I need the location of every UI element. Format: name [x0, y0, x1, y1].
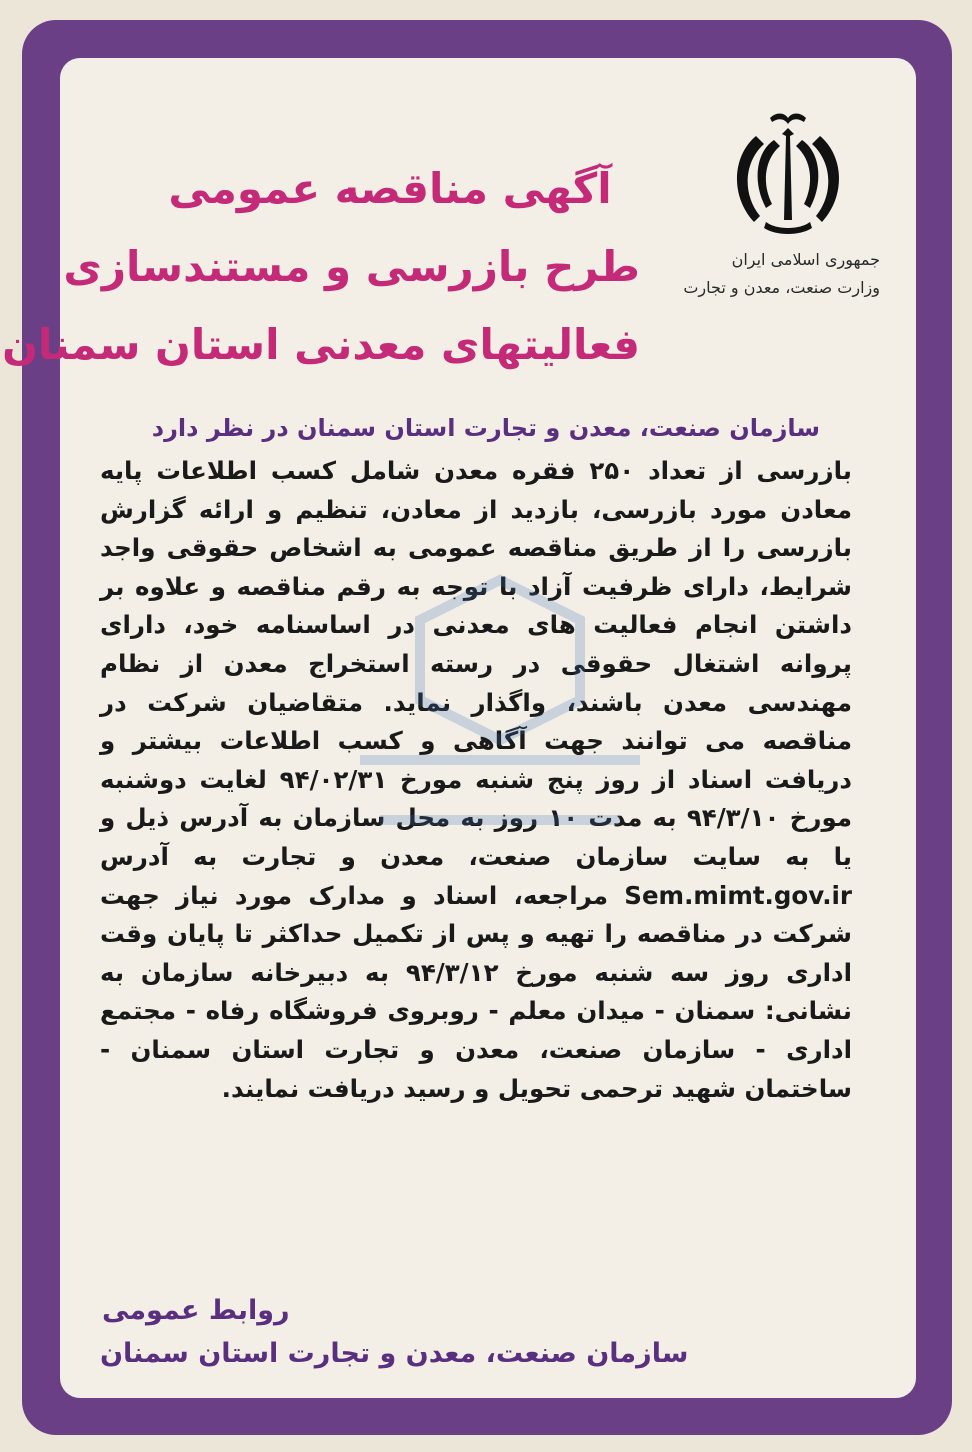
- intro-line: سازمان صنعت، معدن و تجارت استان سمنان در نظر دارد: [151, 414, 820, 442]
- title-line-2: طرح بازرسی و مستندسازی: [63, 242, 640, 291]
- title-line-1: آگهی مناقصه عمومی: [168, 164, 612, 213]
- notice-footer: [100, 1290, 820, 1376]
- ministry-name: وزارت صنعت، معدن و تجارت: [683, 278, 880, 297]
- notice-body: بازرسی از تعداد ۲۵۰ فقره معدن شامل کسب اطلاعات پایه معادن مورد بازرسی، بازدید از معادن، تنظیم و ارائه گزارش بازرسی را از طریق مناقصه عمومی به اشخاص حقوقی واجد شرایط، دارای ظرفیت آزاد با توجه به رقم مناقصه و علاوه بر داشتن انجام فعالیت های معدنی در اساسنامه خود، دارای پروانه اشتغال حقوقی در رسته استخراج معدن از نظام مهندسی معدن باشند، واگذار نماید. متقاضیان شرکت در مناقصه می توانند جهت آگاهی و کسب اطلاعات بیشتر و دریافت اسناد از روز پنج شنبه مورخ ۹۴/۰۲/۳۱ لغایت دوشنبه مورخ ۹۴/۳/۱۰ به مدت ۱۰ روز به محل سازمان به آدرس ذیل و یا به سایت سازمان صنعت، معدن و تجارت به آدرس Sem.mimt.gov.ir مراجعه، اسناد و مدارک مورد نیاز جهت شرکت در مناقصه را تهیه و پس از تکمیل حداکثر تا پایان وقت اداری روز سه شنبه مورخ ۹۴/۳/۱۲ به دبیرخانه سازمان به نشانی: سمنان - میدان معلم - روبروی فروشگاه رفاه - مجتمع اداری - سازمان صنعت، معدن و تجارت استان سمنان - ساختمان شهید ترحمی تحویل و رسید دریافت نمایند.: [100, 456, 852, 1103]
- ministry-header: [640, 246, 880, 302]
- organization-signature: سازمان صنعت، معدن و تجارت استان سمنان: [100, 1338, 689, 1369]
- notice-titles: [2, 150, 640, 384]
- public-relations-label: روابط عمومی: [102, 1295, 290, 1326]
- country-name: جمهوری اسلامی ایران: [731, 250, 880, 269]
- title-line-3: فعالیتهای معدنی استان سمنان: [2, 320, 640, 369]
- iran-emblem-icon: [726, 110, 850, 240]
